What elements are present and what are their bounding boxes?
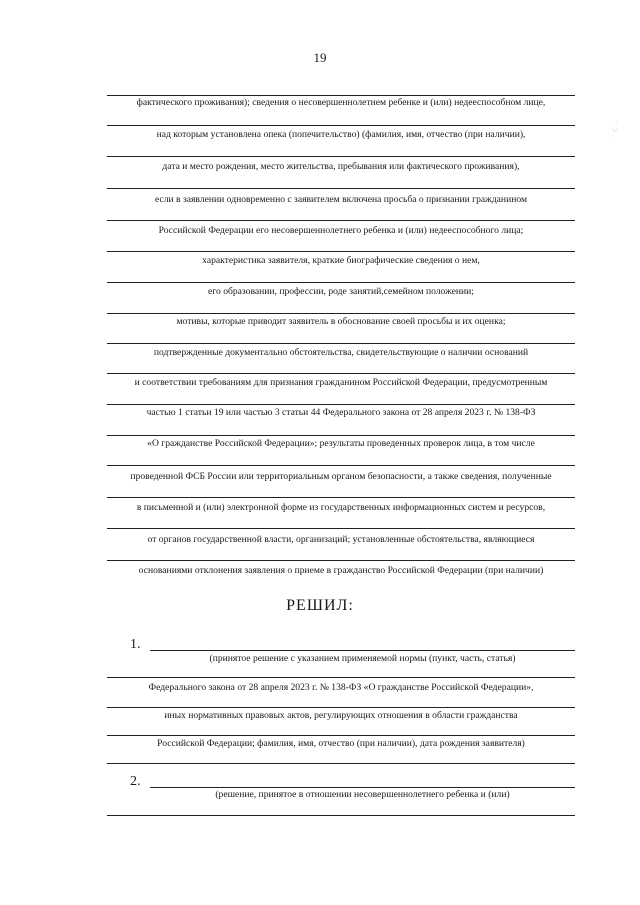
margin-scan-mark: · · ·,· ·	[612, 120, 618, 140]
text-rule	[107, 677, 575, 678]
text-rule	[107, 497, 575, 498]
text-rule	[107, 707, 575, 708]
text-rule	[107, 343, 575, 344]
text-rule	[107, 763, 575, 764]
text-rule	[107, 188, 575, 189]
text-rule	[107, 95, 575, 96]
text-line: подтвержденные документально обстоятельства, свидетельствующие о наличии оснований	[153, 347, 529, 358]
text-rule	[107, 404, 575, 405]
text-line: Российской Федерации его несовершеннолетнего ребенка и (или) недееспособного лица;	[158, 225, 524, 236]
decision-heading: РЕШИЛ:	[286, 597, 354, 614]
item-2-number: 2.	[130, 774, 141, 789]
text-rule	[107, 220, 575, 221]
text-rule	[107, 251, 575, 252]
text-line: если в заявлении одновременно с заявителем включена просьба о признании гражданином	[154, 194, 528, 205]
text-line: характеристика заявителя, краткие биографические сведения о нем,	[202, 255, 480, 266]
text-line: (принятое решение с указанием применяемой нормы (пункт, часть, статья)	[209, 653, 516, 664]
text-rule	[107, 282, 575, 283]
text-rule	[107, 373, 575, 374]
text-line: над которым установлена опека (попечительство) (фамилия, имя, отчество (при наличии),	[156, 129, 526, 140]
text-line: и соответствии требованиям для признания гражданином Российской Федерации, предусмотренным	[134, 377, 548, 388]
text-line: мотивы, которые приводит заявитель в обоснование своей просьбы и их оценка;	[176, 316, 506, 327]
text-line: в письменной и (или) электронной форме из государственных информационных систем и ресурсов,	[136, 502, 546, 513]
text-rule	[107, 435, 575, 436]
item-1-number: 1.	[130, 637, 141, 652]
text-line: его образовании, профессии, роде занятий,семейном положении;	[208, 286, 474, 297]
text-line: проведенной ФСБ России или территориальным органом безопасности, а также сведения, полученные	[130, 471, 552, 482]
text-line: дата и место рождения, место жительства, пребывания или фактического проживания),	[162, 161, 520, 172]
text-rule	[107, 313, 575, 314]
text-line: (решение, принятое в отношении несовершеннолетнего ребенка и (или)	[215, 789, 510, 800]
text-rule	[107, 156, 575, 157]
item-2-fill-line	[150, 787, 575, 788]
text-line: частью 1 статьи 19 или частью 3 статьи 44 Федерального закона от 28 апреля 2023 г. № 138-ФЗ	[146, 407, 536, 418]
text-line: от органов государственной власти, организаций; установленные обстоятельства, являющиеся	[147, 534, 535, 545]
text-line: иных нормативных правовых актов, регулирующих отношения в области гражданства	[164, 710, 518, 721]
text-line: «О гражданстве Российской Федерации»; результаты проведенных проверок лица, в том числе	[147, 438, 535, 449]
text-line: основаниями отклонения заявления о приеме в гражданство Российской Федерации (при наличии)	[138, 565, 544, 576]
text-rule	[107, 465, 575, 466]
page-number: 19	[313, 50, 327, 65]
text-line: Федерального закона от 28 апреля 2023 г. № 138-ФЗ «О гражданстве Российской Федерации»,	[148, 682, 534, 693]
text-rule	[107, 560, 575, 561]
text-rule	[107, 815, 575, 816]
text-rule	[107, 528, 575, 529]
text-line: фактического проживания); сведения о несовершеннолетнем ребенке и (или) недееспособном лице,	[136, 97, 546, 108]
text-rule	[107, 735, 575, 736]
text-line: Российской Федерации; фамилия, имя, отчество (при наличии), дата рождения заявителя)	[157, 738, 525, 749]
text-rule	[107, 125, 575, 126]
item-1-fill-line	[150, 650, 575, 651]
